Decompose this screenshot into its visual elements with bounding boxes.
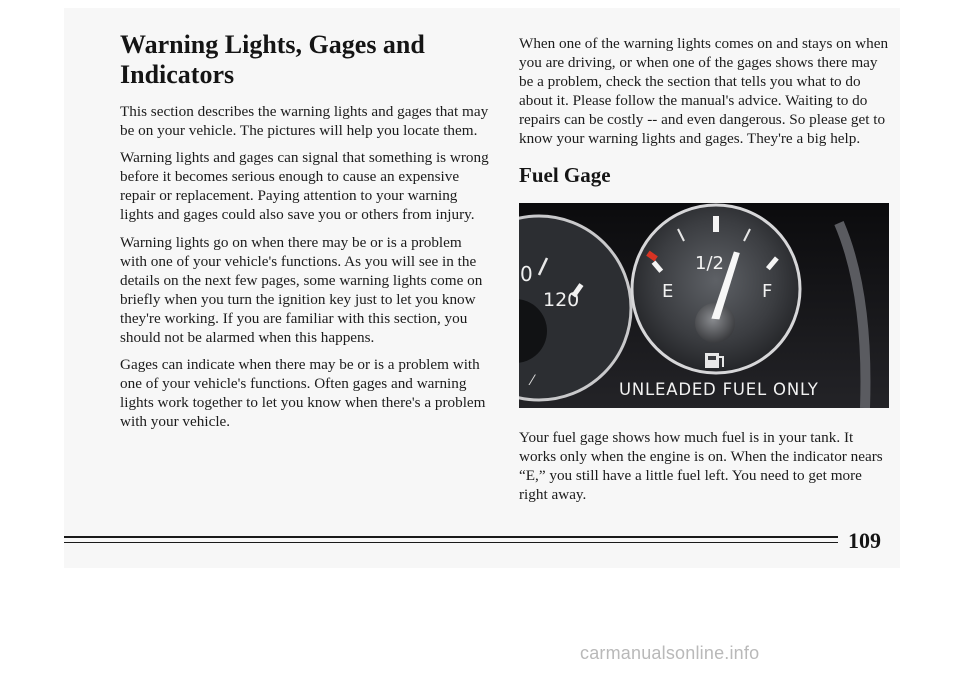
fuel-gage-photo [519, 203, 889, 408]
intro-paragraph: When one of the warning lights comes on and stays on when you are driving, or when one of the gages shows there may be a problem, check the section that tells you what to do about it. Please follow the manual's advice. Waiting to do repairs can be costly -- and even dangerous. So please get to know your warning lights and gages. They're a big help. [519, 35, 889, 148]
empty-label: E [662, 280, 674, 302]
fuel-pump-icon [705, 353, 719, 368]
dial-tick-top [713, 216, 719, 232]
speedo-digit: 0 [520, 261, 533, 286]
paragraph-4: Gages can indicate when there may be or is a problem with one of your vehicle's functions. Often gages and warning lights work together to let you know when there's a problem with your vehicle. [120, 356, 486, 431]
paragraph-1: This section describes the warning lights and gages that may be on your vehicle. The pictures will help you locate them. [120, 103, 489, 140]
fuel-gage-description: Your fuel gage shows how much fuel is in your tank. It works only when the engine is on. When the indicator nears “E,” you still have a little fuel left. You need to get more right away. [519, 428, 883, 503]
watermark-text: carmanualsonline.info [580, 643, 760, 663]
section-title: Warning Lights, Gages and Indicators [120, 30, 425, 89]
speedo-label-120: 120 [543, 288, 580, 311]
left-column [120, 30, 490, 440]
paragraph-2: Warning lights and gages can signal that something is wrong before it becomes serious enough to cause an expensive repair or replacement. Paying attention to your warning lights and gages could also save you or others from injury. [120, 149, 489, 224]
paragraph-3: Warning lights go on when there may be or is a problem with one of your vehicle's functions. As you will see in the details on the next few pages, some warning lights come on briefly when you turn the ignition key just to let you know they're working. If you are familiar with this section, you should not be alarmed when this happens. [120, 233, 483, 347]
fuel-gage-illustration [519, 203, 889, 408]
page-number: 109 [848, 528, 881, 553]
fuel-gage-heading: Fuel Gage [519, 162, 611, 187]
full-label: F [762, 280, 773, 302]
unleaded-label: UNLEADED FUEL ONLY [619, 379, 819, 399]
footer-rule [64, 536, 838, 543]
half-label: 1/2 [695, 252, 724, 274]
right-column [519, 34, 889, 512]
speedo-fragment-mark: ⁄ [531, 372, 534, 389]
